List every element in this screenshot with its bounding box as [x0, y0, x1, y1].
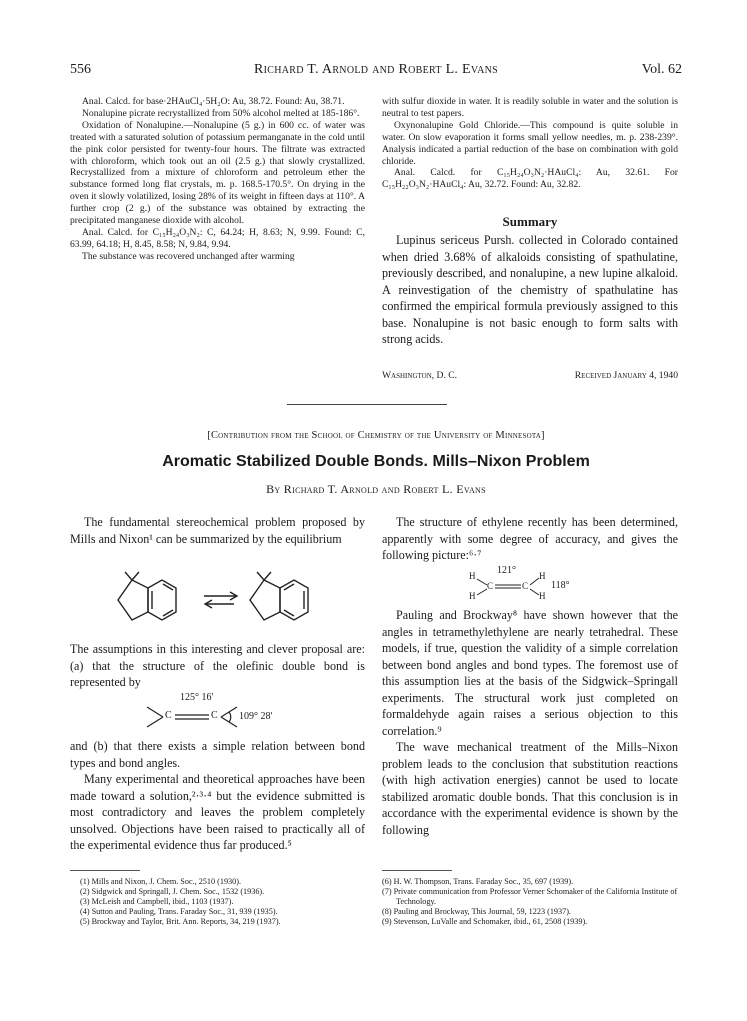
summary-section — [382, 232, 678, 348]
olefin-atom-right: C — [211, 710, 218, 721]
equilibrium-diagram — [110, 568, 320, 633]
gold-chloride-paragraph: Oxynonalupine Gold Chloride.—This compound is quite soluble in water. On slow evaporation it forms small yellow needles, m. p. 238-239°. Analysis indicated a partial reduction of the base on combination with gold chloride. — [382, 119, 678, 167]
footnote-3: (3) McLeish and Campbell, ibid., 1103 (1937). — [80, 897, 234, 907]
body-paragraph-7: The wave mechanical treatment of the Mills–Nixon problem leads to the conclusion that substitution reactions (with high activation energies) cannot be used to locate stabilized aromatic double bonds. That this conclusion is in accordance with the experimental evidence is shown by the following — [382, 740, 678, 837]
article-title: Aromatic Stabilized Double Bonds. Mills–Nixon Problem — [162, 453, 590, 470]
recovered-paragraph: The substance was recovered unchanged after warming — [82, 250, 295, 262]
olefin-angle-right: 109° 28′ — [239, 711, 273, 722]
ethylene-h-top-right: H — [539, 571, 546, 581]
footnote-6: (6) H. W. Thompson, Trans. Faraday Soc., 35, 697 (1939). — [382, 877, 574, 886]
ethylene-angle-right: 118° — [551, 580, 570, 591]
summary-text: Lupinus sericeus Pursh. collected in Colorado contained when dried 3.68% of alkaloids consisting of spathulatine, previously described, and nonalupine, a new lupine alkaloid. A reinvestigation of the chemistry of spathulatine has confirmed the empirical formula previously assigned to this base. Nonalupine is not basic enough to form salts with strong acids. — [382, 233, 678, 346]
footnote-1: (1) Mills and Nixon, J. Chem. Soc., 2510 (1930). — [80, 877, 242, 886]
sulfur-dioxide-paragraph: with sulfur dioxide in water. It is readily soluble in water and the solution is neutral to test papers. — [382, 96, 678, 119]
left-column-body — [70, 738, 365, 854]
page-number: 556 — [70, 62, 91, 77]
analysis-gold-chloride: Anal. Calcd. for C₁₅H₂₄O₃N₂·HAuCl₄: Au, 32.61. For C₁₅H₂₂O₃N₂·HAuCl₄: Au, 32.72. Found: Au, 32.82. — [382, 167, 678, 191]
submission-line — [382, 370, 678, 381]
volume-label: Vol. 62 — [641, 62, 682, 77]
right-column-intro — [382, 514, 678, 564]
olefin-atom-left: C — [165, 710, 172, 721]
olefin-angle-top: 125° 16′ — [180, 692, 214, 703]
summary-heading: Summary — [502, 214, 558, 229]
footnote-5: (5) Brockway and Taylor, Brit. Ann. Reports, 34, 219 (1937). — [80, 917, 281, 927]
article-divider — [287, 404, 447, 405]
contribution-line: [Contribution from the School of Chemistry of the University of Minnesota] — [207, 430, 545, 441]
ethylene-h-bottom-right: H — [539, 591, 546, 601]
body-paragraph-6: Pauling and Brockway⁸ have shown however that the angles in tetramethylethylene are nearly tetrahedral. These models, if true, question the validity of a simple correlation between bond angles and bond types. The foremost use of this assumption lies at the basis of the Sidgwick–Springall experiments. The structural work just completed on formaldehyde again raises a serious objection to this correlation.⁹ — [382, 608, 678, 738]
body-paragraph-2: The assumptions in this interesting and clever proposal are: (a) that the structure of the olefinic double bond is represented by — [70, 642, 365, 689]
ethylene-angle-top: 121° — [497, 565, 516, 576]
ethylene-h-top-left: H — [469, 571, 476, 581]
footnote-9: (9) Stevenson, LuValle and Schomaker, ibid., 61, 2508 (1939). — [382, 917, 588, 927]
footnote-rule-right — [382, 870, 452, 871]
analysis-oxidation-product: Anal. Calcd. for C₁₅H₂₄O₃N₂: C, 64.24; H, 8.63; N, 9.99. Found: C, 63.99, 64.18; H, 8.45, 8.58; N, 9.84, 9.94. — [70, 226, 365, 250]
body-paragraph-3: and (b) that there exists a simple relation between bond types and bond angles. — [70, 739, 365, 770]
ethylene-diagram — [467, 565, 627, 605]
oxidation-paragraph: Oxidation of Nonalupine.—Nonalupine (5 g.) in 600 cc. of water was treated with a saturated solution of potassium permanganate in the cold until the pink color persisted for twenty-four hours. The filtrate was extracted with chloroform, which took out an oil (2.5 g.) that slowly crystallized. Recrystallized from a mixture of chloroform and petroleum ether the substance formed long flat crystals, m. p. 168.5-170.5°. On drying in the oven it slowly volatilized, losing 28% of its weight in fifteen days at 110°. A further crop (2 g.) of the substance was obtained by extracting the precipitated manganese dioxide with alcohol. — [70, 119, 365, 227]
body-paragraph-4: Many experimental and theoretical approaches have been made toward a solution,²·³·⁴ but the evidence submitted is most contradictory and leaves the problem completely unsolved. Objections have been raised to practically all of the experimental evidence thus far produced.⁵ — [70, 772, 365, 852]
ethylene-c-right: C — [522, 581, 529, 591]
body-paragraph-5: The structure of ethylene recently has been determined, apparently with some degree of accuracy, and gives the following picture:⁶·⁷ — [382, 515, 678, 562]
byline: By Richard T. Arnold and Robert L. Evans — [266, 482, 486, 496]
olefin-bond-diagram — [145, 692, 345, 734]
ethylene-c-left: C — [487, 581, 494, 591]
prev-article-left-column — [70, 96, 365, 263]
running-header-authors: Richard T. Arnold and Robert L. Evans — [253, 62, 499, 77]
prev-article-right-column — [382, 96, 678, 191]
ethylene-bond-lines — [467, 565, 557, 605]
submission-place: Washington, D. C. — [382, 370, 458, 381]
footnote-rule-left — [70, 870, 140, 871]
received-date: Received January 4, 1940 — [574, 370, 678, 381]
body-paragraph-1: The fundamental stereochemical problem proposed by Mills and Nixon¹ can be summarized by the equilibrium — [70, 515, 365, 546]
footnote-8: (8) Pauling and Brockway, This Journal, 59, 1223 (1937). — [382, 907, 571, 917]
left-column-assumptions — [70, 641, 365, 691]
right-column-body — [382, 607, 678, 838]
footnote-4: (4) Sutton and Pauling, Trans. Faraday Soc., 31, 939 (1935). — [80, 907, 278, 917]
ethylene-h-bottom-left: H — [469, 591, 476, 601]
footnote-2: (2) Sidgwick and Springall, J. Chem. Soc., 1532 (1936). — [80, 887, 265, 897]
analysis-gold-salt: Anal. Calcd. for base·2HAuCl₄·5H₂O: Au, 38.72. Found: Au, 38.71. — [82, 96, 345, 107]
footnote-7: (7) Private communication from Professor Verner Schomaker of the California Institute of Technology. — [382, 887, 678, 907]
footnotes-right — [382, 877, 678, 927]
picrate-paragraph: Nonalupine picrate recrystallized from 50% alcohol melted at 185-186°. — [82, 107, 360, 119]
footnotes-left — [80, 877, 365, 927]
left-column-intro — [70, 514, 365, 547]
